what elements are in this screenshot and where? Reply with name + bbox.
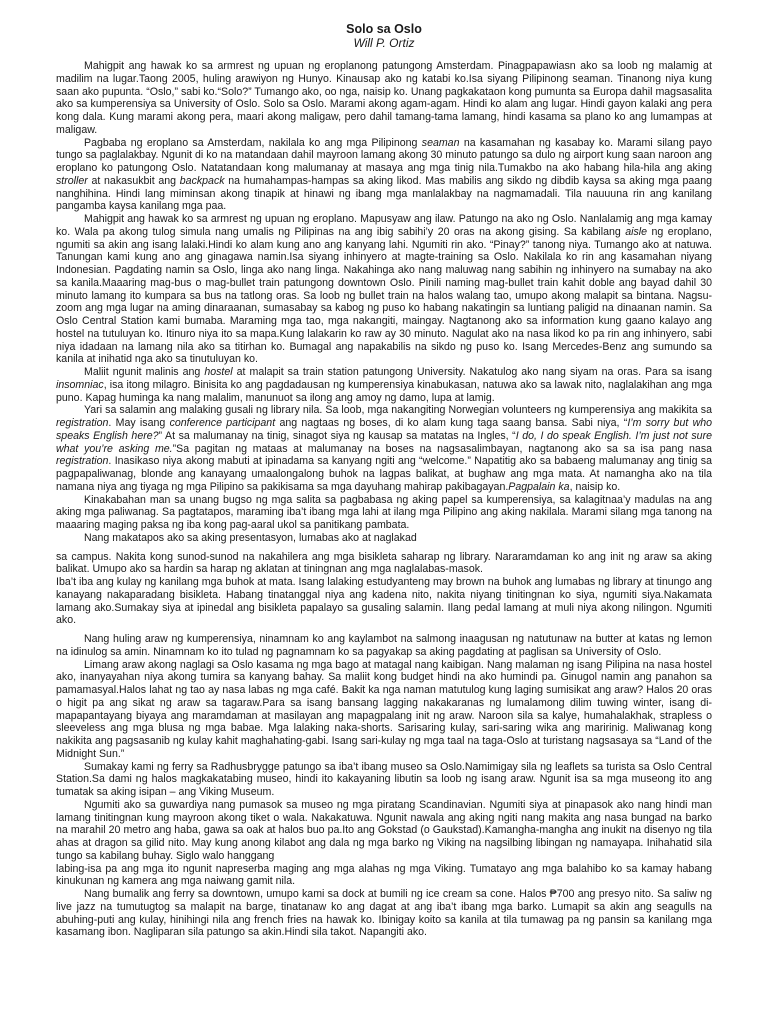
italic-text-run: registration xyxy=(56,417,109,429)
text-run: Ngumiti ako sa guwardiya nang pumasok sa museo ng mga piratang Scandinavian. Ngumiti siya at pinapasok ako nang hindi man lamang tinitingnan kung mayroon akong tiket o wala. Nakakatuwa. Ngunit nawala ang aking ngiti nang makita ang nasa bungad na barko na marahil 20 metro ang haba, gawa sa oak at halos buo pa.Ito ang Gokstad (o Gaukstad).Kamangha-mangha ang inukit na disenyo ng tila ahas at dragon sa gilid nito. May kung anong kilabot ang dala ng mga barko ng Viking na nagsilbing libingan ng namayapa. Inihahatid sila tungo sa kabilang buhay. Siglo walo hanggang xyxy=(56,798,712,862)
italic-text-run: I’m sorry but who speaks English here? xyxy=(56,417,712,442)
text-run: at nakasukbit ang xyxy=(87,174,180,187)
italic-text-run: I do, I do speak English. I’m just not sure what you’re asking me. xyxy=(56,429,712,455)
italic-text-run: insomniac xyxy=(56,378,104,391)
text-run: na kasamahan ng kasabay ko. Marami silang payo tungo sa paglalakbay. Ngunit di ko na matandaan dahil mayroon lamang akong 30 minuto patungo sa dulo ng airport kung saan naroon ang eroplano ko patungong Oslo. Natatandaan kong malumanay at masaya ang mga tinig nila.Tumakbo na ako habang hila-hila ang aking xyxy=(56,136,713,174)
text-run: ang nagtaas ng boses, di ko alam kung taga saang bansa. Sabi niya, “ xyxy=(275,417,628,429)
italic-text-run: aisle xyxy=(625,225,648,238)
paragraph xyxy=(56,60,712,137)
paragraph xyxy=(56,888,712,939)
text-run: Limang araw akong naglagi sa Oslo kasama ng mga bago at matagal nang kaibigan. Nang malaman ng isang Pilipina na nasa hostel ako, inanyayahan niya akong tumira sa kanyang bahay. Sa maliit kong budget hindi na ako humindi pa. Ginugol namin ang panahon sa pamamasyal.Halos lahat ng tao ay nasa labas ng mga café. Bakit ka nga naman matutulog kung laging sumisikat ang araw? Halos 20 oras o higit pa ang sikat ng araw sa tagaraw.Para sa isang bansang lagging nakakaranas ng lumalamong dilim tuwing winter, isang di-mapapantayang biyaya ang maramdaman at masilayan ang mapagpalang init ng araw. Naroon sila sa kalye, humahalakhak, strapless o sleeveless ang mga blusa ng mga babae. Mga lalaking naka-shorts. Sarisaring kulay, sari-saring wika ang maririnig. Maliwanag kong nakikita ang pagsasanib ng kulay kahit maghahating-gabi. Isang sari-kulay ng mga taal na taga-Oslo at turistang nagsasaya sa “Land of the Midnight Sun.” xyxy=(56,658,712,760)
text-run: na humahampas-hampas sa aking likod. Mas mabilis ang sikdo ng dibdib kaysa sa aking mga paang nanghihina. Hindi lang miminsan akong tinapik at hinawi ng ibang mga manlalakbay na nagmamadali. Tila nauuuna rin ang kanilang pangamba kaysa kanilang mga paa. xyxy=(56,174,712,213)
text-run: Nang huling araw ng kumperensiya, ninamnam ko ang kaylambot na salmong inaagusan ng natutunaw na butter at katas ng lemon na idinulog sa amin. Ninamnam ko ito tulad ng pagnamnam ko sa pagyakap sa aking pagdating at paglisan sa University of Oslo. xyxy=(56,633,712,658)
document-title: Solo sa Oslo xyxy=(346,22,422,36)
text-run: Pagbaba ng eroplano sa Amsterdam, nakilala ko ang mga Pilipinong xyxy=(84,136,422,149)
paragraph xyxy=(56,863,712,889)
text-run: sa campus. Nakita kong sunod-sunod na nakahilera ang mga bisikleta saharap ng library. Nararamdaman ko ang init ng araw sa aking balikat. Umupo ako sa hardin sa harap ng aklatan at tiningnan ang mga naglalabas-masok. xyxy=(56,550,712,576)
document-author: Will P. Ortiz xyxy=(353,36,415,50)
text-run: labing-isa pa ang mga ito ngunit napreserba maging ang mga alahas ng mga Viking. Tumatayo ang mga balahibo ko sa kamay habang kinukunan ng kamera ang mga naiwang gamit nila. xyxy=(56,862,712,888)
text-run: , isa itong milagro. Binisita ko ang pagdadausan ng kumperensiya kinabukasan, natuwa ako sa lawak nito, naglalakihan ang mga puno. Kapag huminga ka nang malalim, manunuot sa ilong ang amoy ng damo, lupa at lamig. xyxy=(56,378,712,404)
paragraph xyxy=(56,404,712,493)
paragraph xyxy=(56,633,712,659)
paragraph xyxy=(56,799,712,863)
italic-text-run: stroller xyxy=(56,174,88,187)
text-run: Yari sa salamin ang malaking gusali ng library nila. Sa loob, mga nakangiting Norwegian volunteers ng kumperensiya ang makikita sa xyxy=(84,404,712,417)
text-run: . May isang xyxy=(108,417,170,429)
text-run: ng eroplano, ngumiti sa akin ang isang lalaki.Hindi ko alam kung ano ang kanyang lahi. Ngumiti rin ako. “Pinay?” tanong niya. Tumango ako at natuwa. Tanungan kami kung ano ang ginagawa namin.Isa siyang inhinyero at magte-training sa Oslo. Nakilala ko rin ang kasamahan niyang Indonesian. Pagdating namin sa Oslo, linga ako nang linga. Nakahinga ako nang maluwag nang sabihin ng inhinyero na sumabay na ako sa kanila.Maaaring mag-bus o mag-bullet train patungong downtown Oslo. Pinili naming mag-bullet train kahit doble ang bayad dahil 30 minuto lamang ito kumpara sa bus na tatlong oras. Sa loob ng bullet train na halos walang tao, umupo akong malapit sa bintana. Nagsu-zoom ang mga lugar na aming dinaraanan, sumasabay sa kabog ng puso ko habang nakatingin sa luntiang paligid na dinaanan namin. Sa Oslo Central Station kami bumaba. Maraming mga tao, mga nakangiti, maingay. Nagtanong ako sa information kung gaano kalayo ang hostel na tutuluyan ko. Itinuro niya ito sa mapa.Kung lalakarin ko raw ay 30 minuto. Nagulat ako na nasa likod ko pa rin ang inhinyero, sabi niya idadaan na lamang nila ako sa titirhan ko. Bumagal ang napakabilis na sikdo ng puso ko. Isang Mercedes-Benz ang sumundo sa kanila at inihatid nga ako sa tinutuluyan ko. xyxy=(56,225,712,366)
italic-text-run: seaman xyxy=(421,136,460,149)
italic-text-run: registration xyxy=(56,455,109,468)
text-run: ” At sa malumanay na tinig, sinagot siya ng kausap sa matatas na Ingles, “ xyxy=(158,429,516,442)
text-run: Maliit ngunit malinis ang xyxy=(84,366,205,378)
text-run: Mahigpit ang hawak ko sa armrest ng upuan ng eroplanong patungong Amsterdam. Pinagpapawiasn ako sa loob ng malamig at madilim na lugar.Taong 2005, huling arawiyon ng Hunyo. Kinausap ako ng katabi ko.Isa siyang Pilipinong seaman. Tinanong niya kung saan ako pupunta. “Oslo,” sabi ko.“Solo?” Tumango ako, oo nga, naisip ko. Unang pagkakataon kong pumunta sa Europa dahil magsasalita ako sa kumperensiya sa University of Oslo. Solo sa Oslo. Marami akong agam-agam. Hindi ko alam ang lugar. Hindi gayon kalaki ang pera kong dala. Kung marami akong pera, maari akong maligaw, pero dahil tamang-tama lamang, hindi kasama sa plano ko ang lumampas at maligaw. xyxy=(56,60,712,136)
text-run: , naisip ko. xyxy=(569,480,621,493)
paragraph xyxy=(56,137,712,214)
paragraph xyxy=(56,494,712,532)
text-run: at malapit sa train station patungong University. Nakatulog ako nang siyam na oras. Para sa isang xyxy=(232,366,712,378)
paragraph xyxy=(56,213,712,366)
text-run: Iba’t iba ang kulay ng kanilang mga buhok at mata. Isang lalaking estudyanteng may brown na buhok ang lumabas ng library at tinungo ang kanayang nakaparadang bisikleta. Habang tinatanggal niya ang kadena nito, nakita niyang tinitingnan ko siya, ngumiti siya.Nakamata lamang ako.Sumakay siya at ipinedal ang bisikleta papalayo sa gusaling salamin. Ilang pedal lamang at muli niya akong nilingon. Ngumiti ako. xyxy=(56,576,712,627)
paragraph xyxy=(56,659,712,761)
paragraph xyxy=(56,532,712,545)
text-run: Nang makatapos ako sa aking presentasyon, lumabas ako at naglakad xyxy=(84,531,417,544)
italic-text-run: backpack xyxy=(179,174,225,187)
italic-text-run: conference participant xyxy=(169,417,276,429)
paragraph xyxy=(56,551,712,577)
text-run: . Inasikaso niya akong mabuti at ipinadama sa kanyang ngiti ang “welcome.” Napatitig ako sa babaeng malumanay ang tinig sa pagpapaliwanag, blonde ang kanayang umaalongalong buhok na lagpas balikat, at bughaw ang mga mata. At namangha ako na tila namana niya ang tiyaga ng mga Pilipino sa pakikisama sa mga dayuhang mahirap pakibagayan. xyxy=(56,455,712,493)
italic-text-run: hostel xyxy=(204,366,233,378)
paragraph xyxy=(56,761,712,799)
text-run: Nang bumalik ang ferry sa downtown, umupo kami sa dock at bumili ng ice cream sa cone. Halos ₱700 ang presyo nito. Sa saliw ng live jazz na tumutugtog sa malapit na barge, tinatanaw ko ang dagat at ang iba’t ibang mga barko. Lumapit sa akin ang seagulls na abuhing-puti ang kulay, hinihingi nila ang french fries na hawak ko. Ibinigay koito sa kanila at tila tumawag pa ng pansin sa kanilang mga kasamang ibon. Nagliparan sila patungo sa akin.Hindi sila takot. Napangiti ako. xyxy=(56,888,712,939)
text-run: Kinakabahan man sa unang bugso ng mga salita sa pagbabasa ng aking papel sa kumperensiya, sa kalagitnaa’y madulas na ang aking mga paliwanag. Sa pagtatapos, maraming iba’t ibang mga lahi at ilang mga Pilipino ang aking nakilala. Marami silang mga tanong na maaaring maging paksa ng iba kong pag-aaral ukol sa panitikang pambata. xyxy=(56,493,712,531)
text-run: Sumakay kami ng ferry sa Radhusbrygge patungo sa iba’t ibang museo sa Oslo.Namimigay sila ng leaflets sa turista sa Oslo Central Station.Sa dami ng halos magkakatabing museo, hindi ito kakayaning libutin sa loob ng isang araw. Ngunit isa sa mga museong ito ang tumatak sa aking isipan – ang Viking Museum. xyxy=(56,760,712,798)
italic-text-run: Pagpalain ka xyxy=(508,480,570,493)
paragraph xyxy=(56,576,712,627)
paragraph xyxy=(56,366,712,404)
text-run: ”Sa pagitan ng mataas at malumanay na boses na nagsasalimbayan, nagtanong ako sa sa isa pang nasa xyxy=(172,442,713,455)
text-run: Mahigpit ang hawak ko sa armrest ng upuan ng eroplano. Mapusyaw ang ilaw. Patungo na ako ng Oslo. Nanlalamig ang mga kamay ko. Wala pa akong tulog simula nang umalis ng Pilipinas na ang ibig sabihi’y 20 oras na akong gising. Sa kabilang xyxy=(56,213,712,238)
